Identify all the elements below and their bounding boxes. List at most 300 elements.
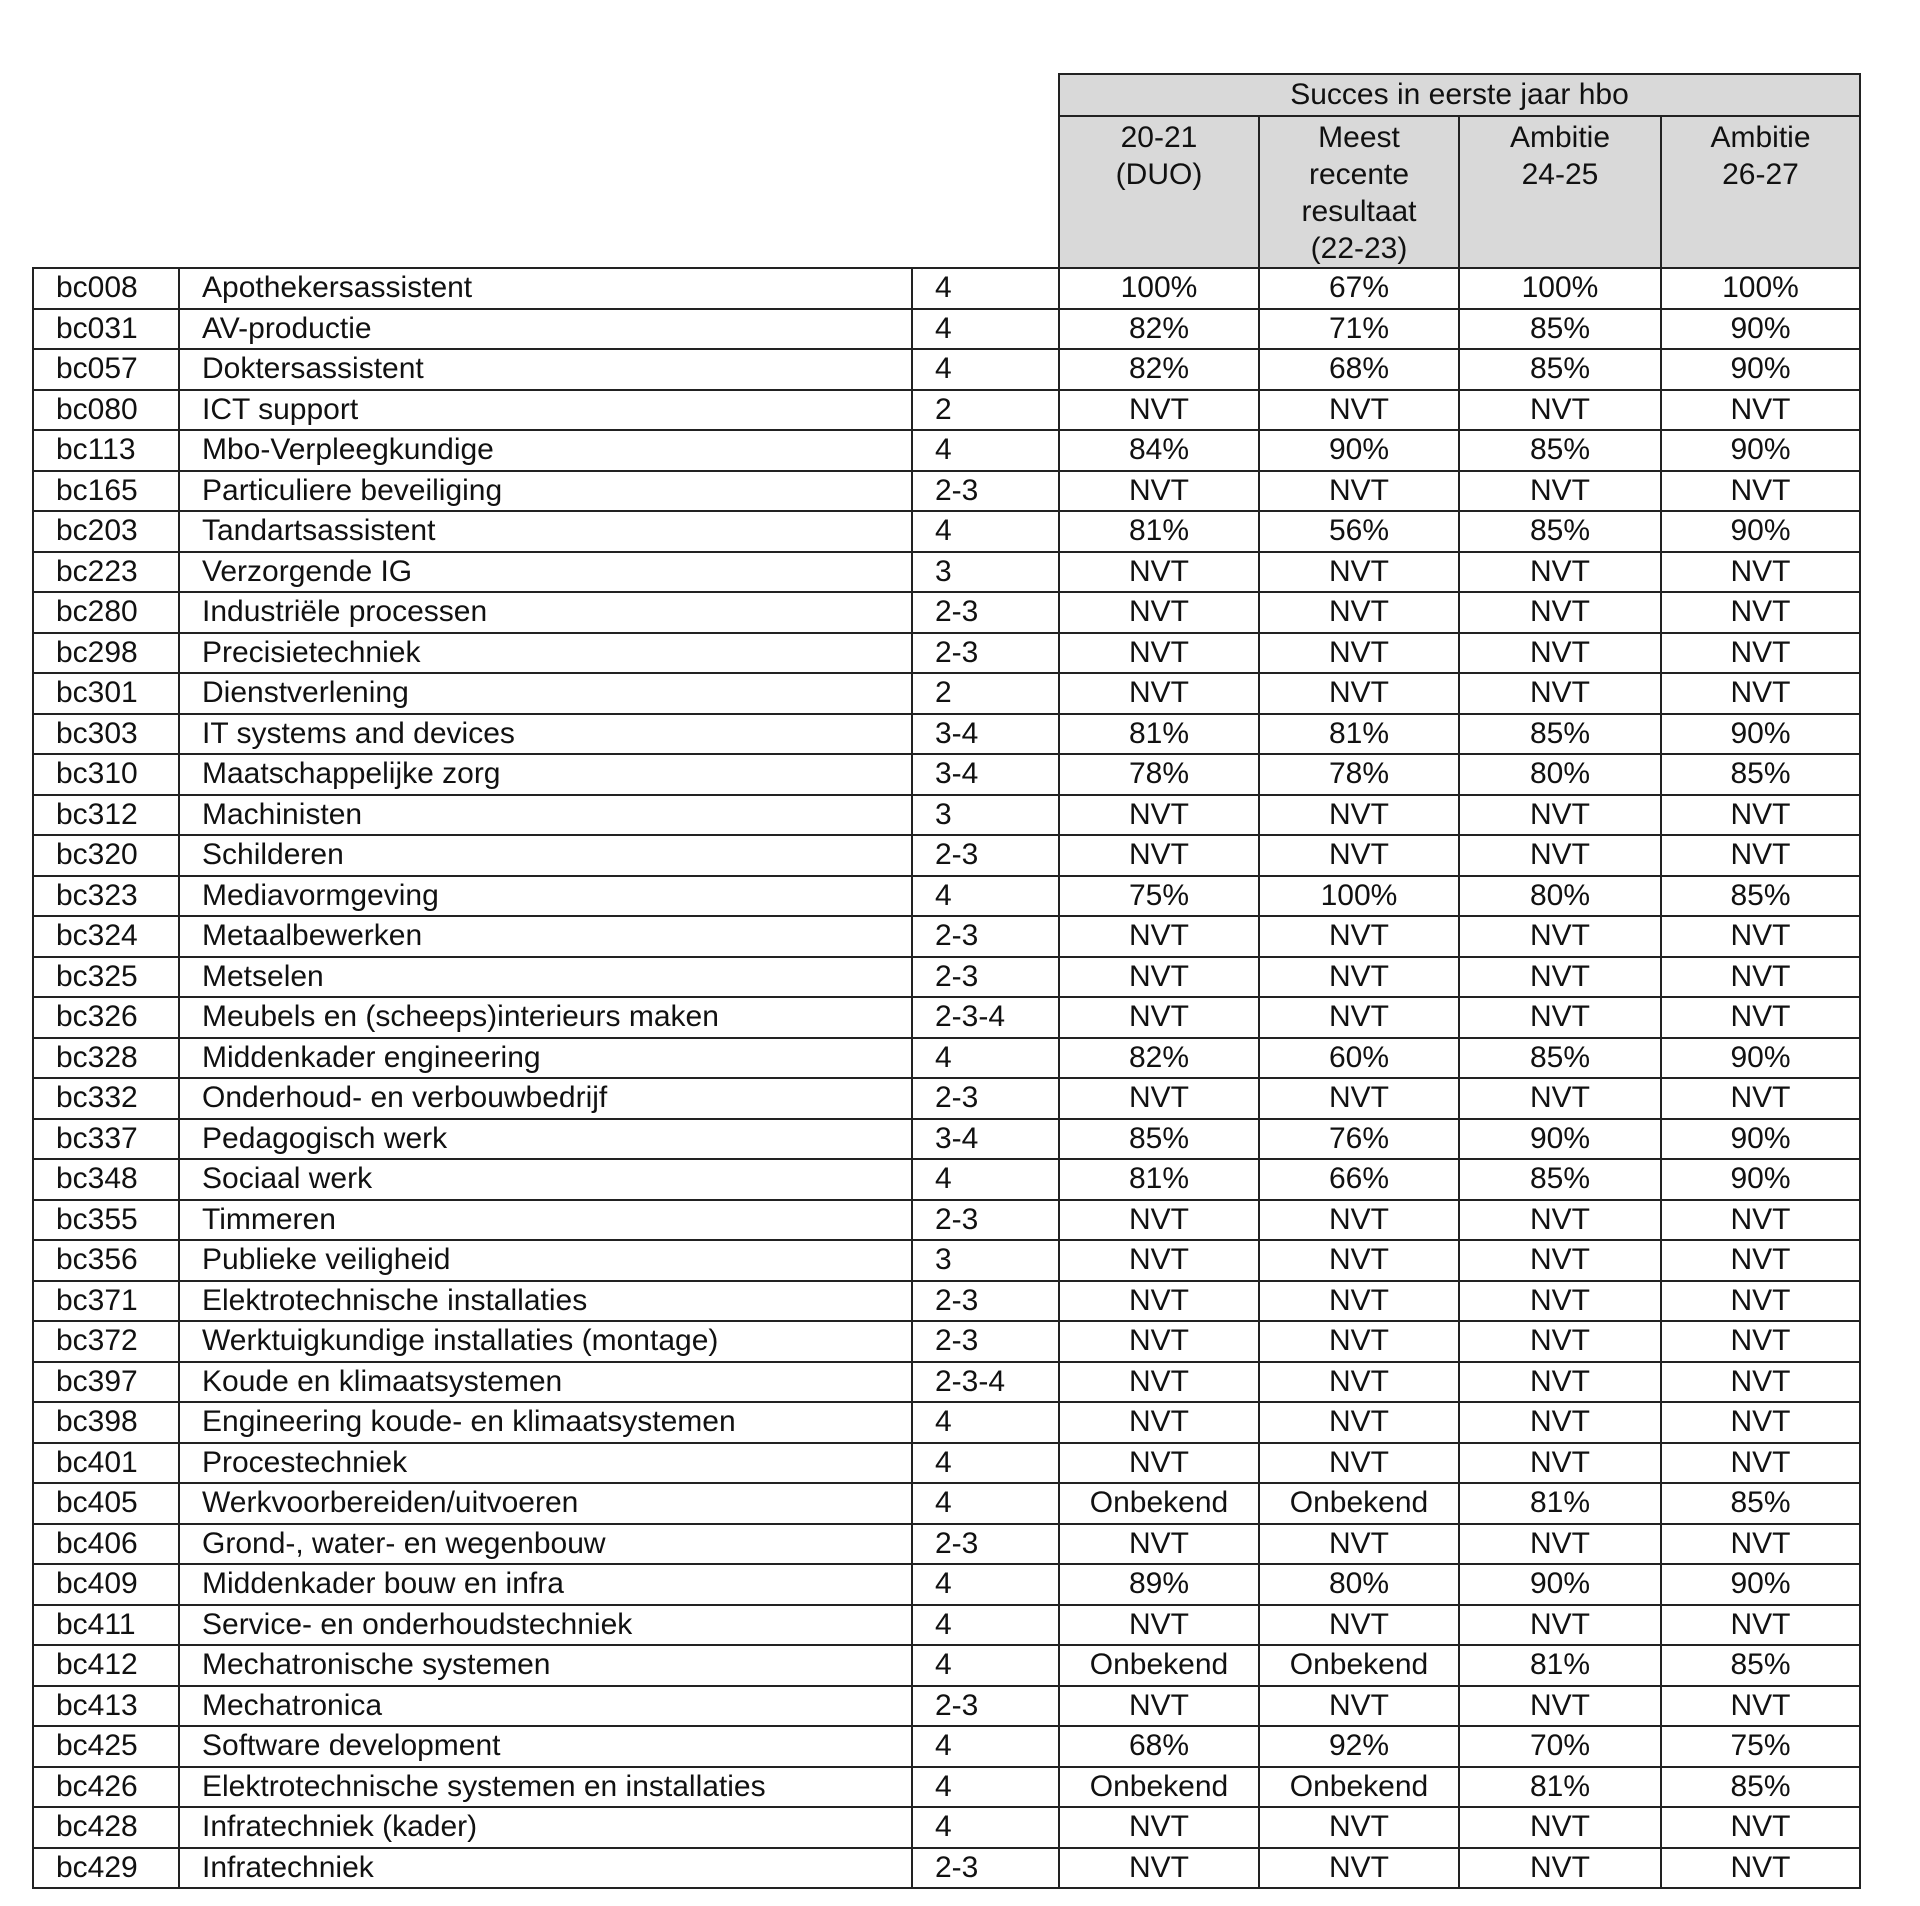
- row-level: 4: [912, 430, 1059, 471]
- row-recent-22-23: NVT: [1259, 997, 1459, 1038]
- row-code: bc356: [33, 1240, 179, 1281]
- row-ambitie-26-27: NVT: [1661, 471, 1860, 512]
- row-code: bc328: [33, 1038, 179, 1079]
- row-code: bc203: [33, 511, 179, 552]
- row-level: 4: [912, 1038, 1059, 1079]
- row-level: 2-3: [912, 1321, 1059, 1362]
- row-duo-20-21: NVT: [1059, 1402, 1259, 1443]
- row-ambitie-26-27: NVT: [1661, 1362, 1860, 1403]
- row-code: bc337: [33, 1119, 179, 1160]
- row-ambitie-24-25: 81%: [1459, 1645, 1661, 1686]
- row-recent-22-23: 76%: [1259, 1119, 1459, 1160]
- row-ambitie-24-25: 90%: [1459, 1564, 1661, 1605]
- row-name: Werkvoorbereiden/uitvoeren: [179, 1483, 912, 1524]
- row-recent-22-23: NVT: [1259, 1605, 1459, 1646]
- row-name: Service- en onderhoudstechniek: [179, 1605, 912, 1646]
- row-duo-20-21: NVT: [1059, 1686, 1259, 1727]
- row-name: Doktersassistent: [179, 349, 912, 390]
- row-recent-22-23: Onbekend: [1259, 1767, 1459, 1808]
- row-ambitie-24-25: 81%: [1459, 1483, 1661, 1524]
- row-ambitie-26-27: NVT: [1661, 633, 1860, 674]
- row-level: 4: [912, 268, 1059, 309]
- row-code: bc298: [33, 633, 179, 674]
- row-name: Middenkader bouw en infra: [179, 1564, 912, 1605]
- row-duo-20-21: NVT: [1059, 471, 1259, 512]
- row-ambitie-24-25: 85%: [1459, 1159, 1661, 1200]
- table-row: [33, 754, 1860, 795]
- row-duo-20-21: Onbekend: [1059, 1645, 1259, 1686]
- row-code: bc332: [33, 1078, 179, 1119]
- row-name: Timmeren: [179, 1200, 912, 1241]
- table-row: [33, 1645, 1860, 1686]
- row-duo-20-21: 82%: [1059, 1038, 1259, 1079]
- table-row: [33, 592, 1860, 633]
- table-row: [33, 1119, 1860, 1160]
- row-name: Elektrotechnische installaties: [179, 1281, 912, 1322]
- row-ambitie-24-25: NVT: [1459, 633, 1661, 674]
- row-code: bc326: [33, 997, 179, 1038]
- row-recent-22-23: NVT: [1259, 633, 1459, 674]
- row-level: 2-3: [912, 592, 1059, 633]
- row-ambitie-24-25: NVT: [1459, 795, 1661, 836]
- col-header-ambitie-24-25: [1459, 116, 1661, 268]
- row-ambitie-26-27: 90%: [1661, 1159, 1860, 1200]
- row-duo-20-21: 81%: [1059, 1159, 1259, 1200]
- table-row: [33, 997, 1860, 1038]
- row-name: Middenkader engineering: [179, 1038, 912, 1079]
- row-recent-22-23: NVT: [1259, 835, 1459, 876]
- table-row: [33, 1524, 1860, 1565]
- row-level: 4: [912, 1767, 1059, 1808]
- row-duo-20-21: NVT: [1059, 1321, 1259, 1362]
- row-code: bc426: [33, 1767, 179, 1808]
- row-name: Engineering koude- en klimaatsystemen: [179, 1402, 912, 1443]
- row-ambitie-24-25: NVT: [1459, 916, 1661, 957]
- table-row: [33, 1767, 1860, 1808]
- row-code: bc320: [33, 835, 179, 876]
- table-row: [33, 349, 1860, 390]
- row-duo-20-21: NVT: [1059, 997, 1259, 1038]
- row-level: 4: [912, 349, 1059, 390]
- row-ambitie-26-27: NVT: [1661, 997, 1860, 1038]
- row-ambitie-24-25: 85%: [1459, 430, 1661, 471]
- row-code: bc303: [33, 714, 179, 755]
- row-recent-22-23: 68%: [1259, 349, 1459, 390]
- col-header-label: Ambitie 26-27: [1710, 121, 1811, 191]
- row-ambitie-26-27: NVT: [1661, 1281, 1860, 1322]
- row-recent-22-23: 60%: [1259, 1038, 1459, 1079]
- row-name: Grond-, water- en wegenbouw: [179, 1524, 912, 1565]
- row-name: Tandartsassistent: [179, 511, 912, 552]
- row-duo-20-21: NVT: [1059, 916, 1259, 957]
- table-row: [33, 1321, 1860, 1362]
- table-row: [33, 1038, 1860, 1079]
- row-ambitie-24-25: 80%: [1459, 754, 1661, 795]
- row-name: Precisietechniek: [179, 633, 912, 674]
- table-row: [33, 471, 1860, 512]
- row-duo-20-21: 68%: [1059, 1726, 1259, 1767]
- row-duo-20-21: NVT: [1059, 1281, 1259, 1322]
- row-ambitie-24-25: 85%: [1459, 1038, 1661, 1079]
- row-duo-20-21: 78%: [1059, 754, 1259, 795]
- row-name: Procestechniek: [179, 1443, 912, 1484]
- table-row: [33, 1281, 1860, 1322]
- row-name: Werktuigkundige installaties (montage): [179, 1321, 912, 1362]
- col-header-label: Meest recente resultaat (22-23): [1301, 121, 1417, 265]
- row-name: Onderhoud- en verbouwbedrijf: [179, 1078, 912, 1119]
- row-code: bc405: [33, 1483, 179, 1524]
- row-level: 4: [912, 1483, 1059, 1524]
- row-ambitie-24-25: NVT: [1459, 1240, 1661, 1281]
- row-recent-22-23: NVT: [1259, 592, 1459, 633]
- row-ambitie-26-27: 90%: [1661, 349, 1860, 390]
- row-level: 2-3: [912, 471, 1059, 512]
- row-code: bc301: [33, 673, 179, 714]
- row-level: 4: [912, 876, 1059, 917]
- row-name: Machinisten: [179, 795, 912, 836]
- row-level: 3: [912, 1240, 1059, 1281]
- row-ambitie-26-27: 90%: [1661, 1119, 1860, 1160]
- row-duo-20-21: 82%: [1059, 309, 1259, 350]
- row-recent-22-23: 66%: [1259, 1159, 1459, 1200]
- row-ambitie-26-27: 90%: [1661, 714, 1860, 755]
- row-duo-20-21: 89%: [1059, 1564, 1259, 1605]
- row-ambitie-24-25: 85%: [1459, 714, 1661, 755]
- table-row: [33, 1848, 1860, 1889]
- row-ambitie-26-27: NVT: [1661, 1078, 1860, 1119]
- row-name: Publieke veiligheid: [179, 1240, 912, 1281]
- row-ambitie-26-27: 75%: [1661, 1726, 1860, 1767]
- table-row: [33, 795, 1860, 836]
- row-level: 2-3: [912, 916, 1059, 957]
- row-recent-22-23: NVT: [1259, 1686, 1459, 1727]
- row-code: bc397: [33, 1362, 179, 1403]
- row-ambitie-26-27: NVT: [1661, 1402, 1860, 1443]
- row-ambitie-26-27: NVT: [1661, 795, 1860, 836]
- row-ambitie-24-25: 81%: [1459, 1767, 1661, 1808]
- row-ambitie-24-25: NVT: [1459, 1200, 1661, 1241]
- row-level: 2-3: [912, 957, 1059, 998]
- table-row: [33, 1362, 1860, 1403]
- row-recent-22-23: 67%: [1259, 268, 1459, 309]
- row-duo-20-21: 81%: [1059, 511, 1259, 552]
- row-ambitie-26-27: NVT: [1661, 1686, 1860, 1727]
- row-name: Mbo-Verpleegkundige: [179, 430, 912, 471]
- row-duo-20-21: 82%: [1059, 349, 1259, 390]
- row-ambitie-26-27: 85%: [1661, 876, 1860, 917]
- row-code: bc372: [33, 1321, 179, 1362]
- row-name: Particuliere beveiliging: [179, 471, 912, 512]
- row-level: 2: [912, 390, 1059, 431]
- table-row: [33, 1564, 1860, 1605]
- row-code: bc401: [33, 1443, 179, 1484]
- row-duo-20-21: NVT: [1059, 1605, 1259, 1646]
- row-level: 2: [912, 673, 1059, 714]
- row-duo-20-21: 84%: [1059, 430, 1259, 471]
- row-code: bc310: [33, 754, 179, 795]
- row-code: bc355: [33, 1200, 179, 1241]
- row-duo-20-21: NVT: [1059, 390, 1259, 431]
- row-duo-20-21: NVT: [1059, 795, 1259, 836]
- row-duo-20-21: NVT: [1059, 592, 1259, 633]
- col-header-20-21: [1059, 116, 1259, 268]
- table-row: [33, 835, 1860, 876]
- row-code: bc409: [33, 1564, 179, 1605]
- table-row: [33, 876, 1860, 917]
- table-row: [33, 1240, 1860, 1281]
- row-level: 2-3-4: [912, 1362, 1059, 1403]
- row-name: Pedagogisch werk: [179, 1119, 912, 1160]
- row-code: bc429: [33, 1848, 179, 1889]
- row-ambitie-26-27: NVT: [1661, 673, 1860, 714]
- row-ambitie-24-25: NVT: [1459, 1321, 1661, 1362]
- row-code: bc312: [33, 795, 179, 836]
- row-recent-22-23: NVT: [1259, 1848, 1459, 1889]
- row-ambitie-26-27: NVT: [1661, 1443, 1860, 1484]
- row-level: 4: [912, 1645, 1059, 1686]
- table-row: [33, 1159, 1860, 1200]
- group-header: Succes in eerste jaar hbo: [1059, 74, 1860, 116]
- row-ambitie-26-27: 90%: [1661, 1038, 1860, 1079]
- row-name: Sociaal werk: [179, 1159, 912, 1200]
- row-duo-20-21: NVT: [1059, 835, 1259, 876]
- header-blank: [33, 74, 1059, 116]
- row-level: 4: [912, 1807, 1059, 1848]
- table-row: [33, 268, 1860, 309]
- row-name: Mechatronica: [179, 1686, 912, 1727]
- table-row: [33, 633, 1860, 674]
- row-code: bc165: [33, 471, 179, 512]
- row-recent-22-23: NVT: [1259, 1281, 1459, 1322]
- row-level: 2-3: [912, 1281, 1059, 1322]
- row-ambitie-26-27: 100%: [1661, 268, 1860, 309]
- row-ambitie-26-27: NVT: [1661, 1524, 1860, 1565]
- row-duo-20-21: NVT: [1059, 552, 1259, 593]
- row-level: 2-3: [912, 1200, 1059, 1241]
- row-duo-20-21: Onbekend: [1059, 1483, 1259, 1524]
- row-code: bc057: [33, 349, 179, 390]
- row-duo-20-21: NVT: [1059, 1362, 1259, 1403]
- row-ambitie-24-25: NVT: [1459, 1402, 1661, 1443]
- row-code: bc113: [33, 430, 179, 471]
- row-ambitie-24-25: 85%: [1459, 349, 1661, 390]
- header-blank: [33, 116, 1059, 268]
- row-recent-22-23: NVT: [1259, 390, 1459, 431]
- row-name: Metaalbewerken: [179, 916, 912, 957]
- table-row: [33, 390, 1860, 431]
- table-row: [33, 552, 1860, 593]
- row-ambitie-24-25: NVT: [1459, 1605, 1661, 1646]
- row-recent-22-23: Onbekend: [1259, 1645, 1459, 1686]
- row-recent-22-23: NVT: [1259, 471, 1459, 512]
- row-recent-22-23: NVT: [1259, 673, 1459, 714]
- row-ambitie-26-27: 90%: [1661, 511, 1860, 552]
- row-level: 4: [912, 309, 1059, 350]
- row-name: ICT support: [179, 390, 912, 431]
- row-ambitie-26-27: 85%: [1661, 1645, 1860, 1686]
- row-duo-20-21: 100%: [1059, 268, 1259, 309]
- row-ambitie-24-25: NVT: [1459, 1078, 1661, 1119]
- header-column-row: [33, 116, 1860, 268]
- row-duo-20-21: NVT: [1059, 1200, 1259, 1241]
- row-ambitie-26-27: 90%: [1661, 430, 1860, 471]
- row-code: bc223: [33, 552, 179, 593]
- table-row: [33, 1078, 1860, 1119]
- row-ambitie-24-25: NVT: [1459, 471, 1661, 512]
- row-level: 4: [912, 511, 1059, 552]
- row-code: bc031: [33, 309, 179, 350]
- success-table: [32, 73, 1861, 1889]
- row-duo-20-21: NVT: [1059, 1443, 1259, 1484]
- row-level: 3: [912, 552, 1059, 593]
- row-duo-20-21: NVT: [1059, 1524, 1259, 1565]
- row-ambitie-26-27: NVT: [1661, 916, 1860, 957]
- table-row: [33, 1605, 1860, 1646]
- table-row: [33, 714, 1860, 755]
- row-code: bc371: [33, 1281, 179, 1322]
- table-row: [33, 1807, 1860, 1848]
- row-name: Mediavormgeving: [179, 876, 912, 917]
- row-level: 4: [912, 1726, 1059, 1767]
- row-recent-22-23: 100%: [1259, 876, 1459, 917]
- table-row: [33, 916, 1860, 957]
- row-level: 4: [912, 1443, 1059, 1484]
- row-level: 3-4: [912, 714, 1059, 755]
- row-ambitie-26-27: 90%: [1661, 309, 1860, 350]
- row-name: Mechatronische systemen: [179, 1645, 912, 1686]
- table-row: [33, 309, 1860, 350]
- row-ambitie-24-25: NVT: [1459, 552, 1661, 593]
- row-ambitie-24-25: 85%: [1459, 309, 1661, 350]
- row-recent-22-23: NVT: [1259, 1443, 1459, 1484]
- row-ambitie-26-27: NVT: [1661, 957, 1860, 998]
- header-group-row: [33, 74, 1860, 116]
- row-duo-20-21: NVT: [1059, 1240, 1259, 1281]
- row-ambitie-24-25: NVT: [1459, 673, 1661, 714]
- row-duo-20-21: Onbekend: [1059, 1767, 1259, 1808]
- row-level: 4: [912, 1159, 1059, 1200]
- row-name: Software development: [179, 1726, 912, 1767]
- row-level: 3-4: [912, 754, 1059, 795]
- row-level: 2-3: [912, 835, 1059, 876]
- table-row: [33, 1443, 1860, 1484]
- row-recent-22-23: NVT: [1259, 1200, 1459, 1241]
- row-recent-22-23: NVT: [1259, 552, 1459, 593]
- row-name: Schilderen: [179, 835, 912, 876]
- row-code: bc008: [33, 268, 179, 309]
- row-name: AV-productie: [179, 309, 912, 350]
- row-ambitie-24-25: NVT: [1459, 390, 1661, 431]
- row-recent-22-23: NVT: [1259, 1321, 1459, 1362]
- row-ambitie-26-27: NVT: [1661, 1605, 1860, 1646]
- row-recent-22-23: 81%: [1259, 714, 1459, 755]
- table-row: [33, 673, 1860, 714]
- row-name: Infratechniek: [179, 1848, 912, 1889]
- row-code: bc323: [33, 876, 179, 917]
- row-duo-20-21: 75%: [1059, 876, 1259, 917]
- row-code: bc411: [33, 1605, 179, 1646]
- col-header-label: Ambitie 24-25: [1509, 121, 1611, 191]
- row-ambitie-26-27: NVT: [1661, 1321, 1860, 1362]
- row-duo-20-21: NVT: [1059, 1848, 1259, 1889]
- row-code: bc425: [33, 1726, 179, 1767]
- table-row: [33, 1200, 1860, 1241]
- row-code: bc406: [33, 1524, 179, 1565]
- row-level: 3: [912, 795, 1059, 836]
- table-header: [33, 74, 1860, 268]
- row-name: Infratechniek (kader): [179, 1807, 912, 1848]
- table-row: [33, 511, 1860, 552]
- row-ambitie-26-27: 85%: [1661, 754, 1860, 795]
- row-name: Metselen: [179, 957, 912, 998]
- row-ambitie-26-27: NVT: [1661, 1848, 1860, 1889]
- row-ambitie-24-25: NVT: [1459, 1848, 1661, 1889]
- row-code: bc348: [33, 1159, 179, 1200]
- row-recent-22-23: NVT: [1259, 795, 1459, 836]
- row-level: 2-3: [912, 1848, 1059, 1889]
- row-duo-20-21: 81%: [1059, 714, 1259, 755]
- row-recent-22-23: NVT: [1259, 1078, 1459, 1119]
- row-level: 4: [912, 1605, 1059, 1646]
- row-code: bc325: [33, 957, 179, 998]
- row-ambitie-26-27: 85%: [1661, 1483, 1860, 1524]
- row-code: bc080: [33, 390, 179, 431]
- row-recent-22-23: Onbekend: [1259, 1483, 1459, 1524]
- row-code: bc412: [33, 1645, 179, 1686]
- row-level: 4: [912, 1564, 1059, 1605]
- row-code: bc324: [33, 916, 179, 957]
- row-recent-22-23: NVT: [1259, 916, 1459, 957]
- row-level: 2-3: [912, 1686, 1059, 1727]
- table-row: [33, 1686, 1860, 1727]
- row-level: 2-3-4: [912, 997, 1059, 1038]
- col-header-ambitie-26-27: [1661, 116, 1860, 268]
- col-header-meest-recente: [1259, 116, 1459, 268]
- row-ambitie-26-27: NVT: [1661, 1200, 1860, 1241]
- row-name: IT systems and devices: [179, 714, 912, 755]
- row-ambitie-26-27: 85%: [1661, 1767, 1860, 1808]
- row-ambitie-26-27: NVT: [1661, 835, 1860, 876]
- row-ambitie-24-25: 70%: [1459, 1726, 1661, 1767]
- row-ambitie-24-25: NVT: [1459, 1807, 1661, 1848]
- row-recent-22-23: NVT: [1259, 1524, 1459, 1565]
- row-level: 2-3: [912, 1078, 1059, 1119]
- row-name: Maatschappelijke zorg: [179, 754, 912, 795]
- row-ambitie-24-25: NVT: [1459, 592, 1661, 633]
- row-ambitie-24-25: NVT: [1459, 997, 1661, 1038]
- row-recent-22-23: 92%: [1259, 1726, 1459, 1767]
- row-recent-22-23: 90%: [1259, 430, 1459, 471]
- row-recent-22-23: NVT: [1259, 1807, 1459, 1848]
- table-row: [33, 430, 1860, 471]
- table-body: [33, 268, 1860, 1888]
- row-code: bc428: [33, 1807, 179, 1848]
- row-recent-22-23: 78%: [1259, 754, 1459, 795]
- row-recent-22-23: 56%: [1259, 511, 1459, 552]
- row-name: Dienstverlening: [179, 673, 912, 714]
- row-ambitie-24-25: 80%: [1459, 876, 1661, 917]
- row-recent-22-23: NVT: [1259, 1240, 1459, 1281]
- row-ambitie-24-25: NVT: [1459, 1362, 1661, 1403]
- row-ambitie-26-27: 90%: [1661, 1564, 1860, 1605]
- row-name: Verzorgende IG: [179, 552, 912, 593]
- col-header-label: 20-21 (DUO): [1115, 121, 1203, 191]
- row-duo-20-21: NVT: [1059, 1807, 1259, 1848]
- row-ambitie-24-25: NVT: [1459, 1281, 1661, 1322]
- row-duo-20-21: 85%: [1059, 1119, 1259, 1160]
- row-name: Meubels en (scheeps)interieurs maken: [179, 997, 912, 1038]
- row-level: 4: [912, 1402, 1059, 1443]
